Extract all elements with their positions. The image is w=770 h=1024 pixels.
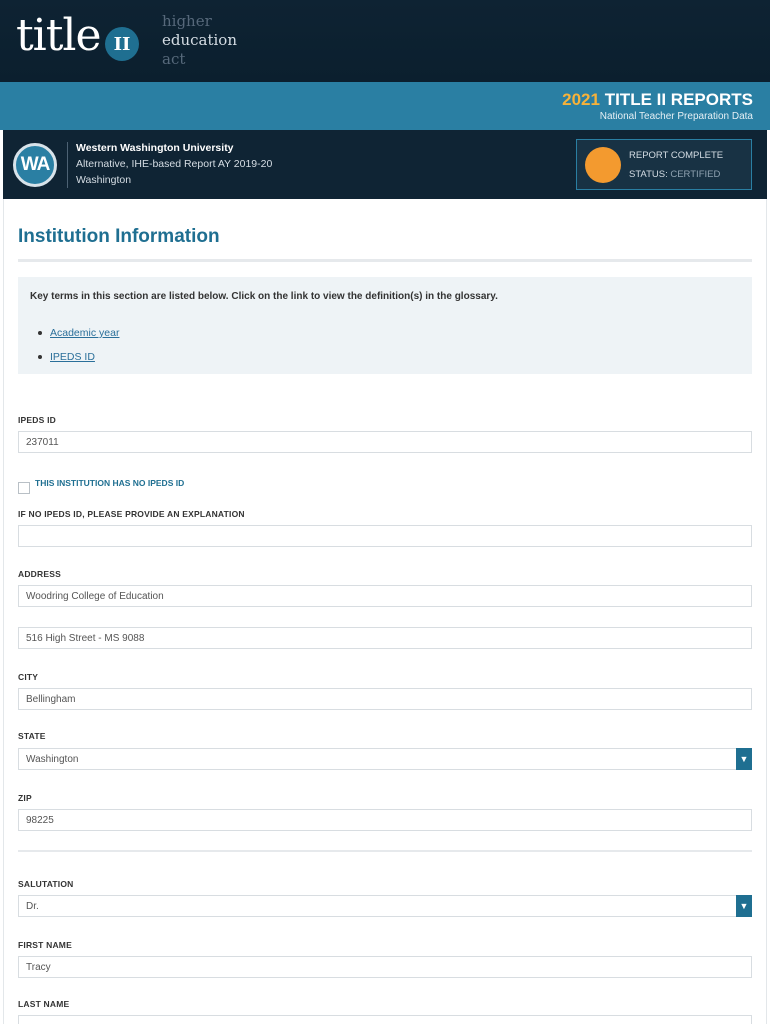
- report-subtitle: National Teacher Preparation Data: [599, 111, 753, 122]
- glossary-list: [38, 321, 119, 369]
- salutation-label: SALUTATION: [18, 879, 74, 889]
- site-header: [0, 0, 770, 82]
- report-title: [562, 90, 753, 110]
- first-name-input[interactable]: [18, 956, 752, 978]
- first-name-label: FIRST NAME: [18, 940, 72, 950]
- status-value: CERTIFIED: [670, 169, 721, 180]
- address-line2-input[interactable]: [18, 627, 752, 649]
- logo-line-higher: higher: [162, 12, 212, 30]
- institution-header: [3, 130, 767, 199]
- caret-down-icon[interactable]: ▼: [736, 748, 752, 770]
- glossary-item: [38, 321, 119, 345]
- section-divider: [18, 850, 752, 852]
- main-content: [3, 199, 767, 1024]
- logo-wordmark[interactable]: title: [16, 10, 101, 61]
- no-ipeds-checkbox[interactable]: [18, 482, 30, 494]
- institution-report-type: Alternative, IHE-based Report AY 2019-20: [76, 158, 273, 170]
- institution-details: [76, 140, 272, 188]
- report-title-text: TITLE II REPORTS: [604, 90, 753, 109]
- last-name-label: LAST NAME: [18, 999, 70, 1009]
- logo-line-act: act: [162, 50, 186, 68]
- state-badge: WA: [13, 143, 57, 187]
- institution-divider: [67, 142, 68, 188]
- logo-numeral-badge[interactable]: II: [105, 27, 139, 61]
- status-indicator-icon: [585, 147, 621, 183]
- status-complete-text: REPORT COMPLETE: [629, 150, 724, 161]
- explanation-input[interactable]: [18, 525, 752, 547]
- glossary-link-academic-year[interactable]: Academic year: [50, 327, 120, 339]
- logo-line-education: education: [162, 31, 237, 49]
- ipeds-id-label: IPEDS ID: [18, 415, 56, 425]
- report-status-box: [576, 139, 752, 190]
- zip-input[interactable]: [18, 809, 752, 831]
- state-label: STATE: [18, 731, 46, 741]
- glossary-item: [38, 345, 119, 369]
- section-title: Institution Information: [18, 226, 220, 247]
- state-select[interactable]: [18, 748, 752, 770]
- no-ipeds-checkbox-label[interactable]: THIS INSTITUTION HAS NO IPEDS ID: [35, 478, 185, 488]
- bullet-icon: [38, 355, 42, 359]
- status-label: STATUS:: [629, 169, 668, 180]
- glossary-link-ipeds-id[interactable]: IPEDS ID: [50, 351, 95, 363]
- bullet-icon: [38, 331, 42, 335]
- city-label: CITY: [18, 672, 39, 682]
- section-title-rule: [18, 259, 752, 262]
- institution-state: Washington: [76, 174, 132, 186]
- glossary-intro: Key terms in this section are listed below. Click on the link to view the definition(s) in the glossary.: [30, 291, 498, 302]
- caret-down-icon[interactable]: ▼: [736, 895, 752, 917]
- salutation-select[interactable]: [18, 895, 752, 917]
- institution-name: Western Washington University: [76, 142, 234, 154]
- address-label: ADDRESS: [18, 569, 61, 579]
- address-line1-input[interactable]: [18, 585, 752, 607]
- status-line: [629, 169, 720, 180]
- explanation-label: IF NO IPEDS ID, PLEASE PROVIDE AN EXPLANATION: [18, 509, 245, 519]
- report-banner: [0, 82, 770, 130]
- ipeds-id-input[interactable]: [18, 431, 752, 453]
- state-select-value: Washington: [26, 753, 79, 765]
- last-name-input[interactable]: [18, 1015, 752, 1024]
- salutation-select-value: Dr.: [26, 900, 39, 912]
- logo-tagline: [162, 12, 237, 69]
- report-year: 2021: [562, 90, 600, 109]
- city-input[interactable]: [18, 688, 752, 710]
- zip-label: ZIP: [18, 793, 32, 803]
- glossary-panel: [18, 277, 752, 374]
